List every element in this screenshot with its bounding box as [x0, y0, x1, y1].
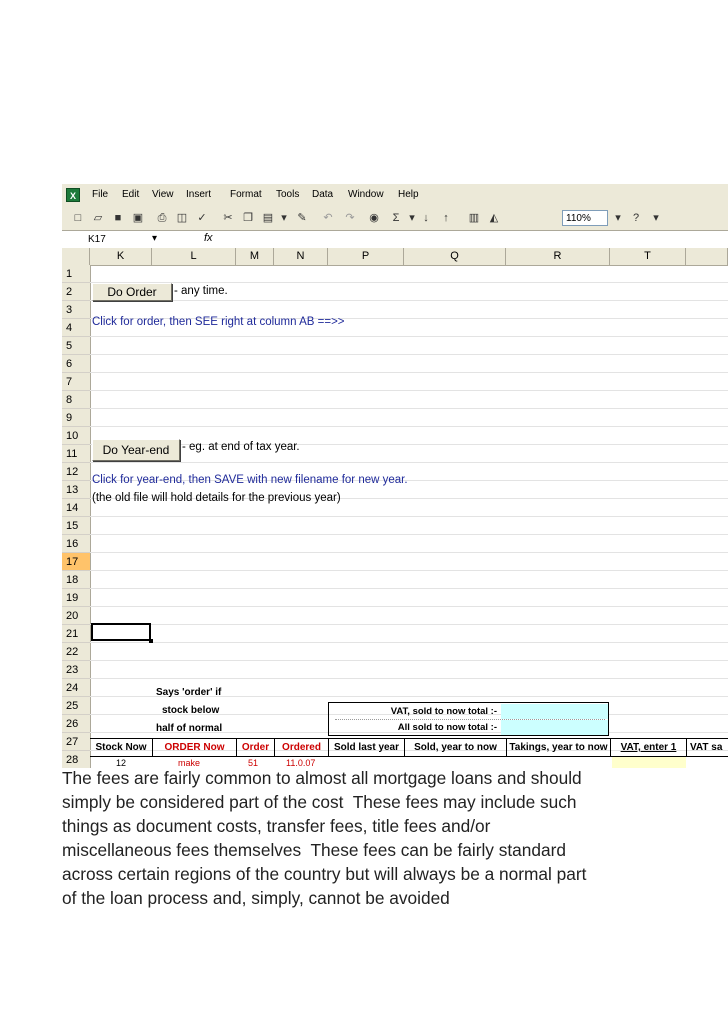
grid-line [90, 516, 728, 517]
menu-insert[interactable]: Insert [186, 189, 212, 200]
undo-icon[interactable]: ↶ [323, 212, 333, 224]
excel-window-screenshot [62, 184, 728, 768]
format-painter-icon[interactable]: ✎ [297, 212, 307, 224]
menu-bar [62, 184, 728, 206]
row-header[interactable]: 6 [62, 355, 90, 373]
row-header[interactable]: 23 [62, 661, 90, 679]
year-end-note2: (the old file will hold details for the previous year) [92, 492, 341, 504]
grid-line [90, 462, 728, 463]
formula-bar [62, 230, 728, 250]
grid-line [90, 408, 728, 409]
paste-icon[interactable]: ▤ [262, 212, 274, 224]
print-preview-icon[interactable]: ◫ [176, 212, 188, 224]
permission-icon[interactable]: ▣ [132, 212, 144, 224]
row-header[interactable]: 21 [62, 625, 90, 643]
all-sold-label: All sold to now total :- [397, 722, 497, 733]
row-header[interactable]: 5 [62, 337, 90, 355]
vat-total-label: VAT, sold to now total :- [390, 706, 497, 717]
order-instruction: Click for order, then SEE right at column AB ==>> [92, 316, 345, 328]
header-stock-now: Stock Now [95, 742, 147, 753]
column-header[interactable]: R [506, 248, 610, 265]
column-header[interactable]: P [328, 248, 404, 265]
grid-line [90, 570, 728, 571]
menu-data[interactable]: Data [312, 189, 334, 200]
grid-line [90, 354, 728, 355]
menu-window[interactable]: Window [348, 189, 384, 200]
excel-app-icon[interactable]: X [66, 188, 80, 202]
row-header[interactable]: 25 [62, 697, 90, 715]
print-icon[interactable]: ⎙ [157, 212, 167, 224]
row-header[interactable]: 16 [62, 535, 90, 553]
header-sold-year-to-now: Sold, year to now [404, 739, 506, 756]
grid-line [90, 336, 728, 337]
header-takings-year-to-now: Takings, year to now [506, 739, 610, 756]
grid-line [90, 300, 728, 301]
row-header[interactable]: 18 [62, 571, 90, 589]
says-order-label-2: stock below [162, 705, 220, 716]
column-header[interactable]: Q [404, 248, 506, 265]
year-end-note: - eg. at end of tax year. [182, 441, 300, 453]
zoom-select[interactable]: 110% [562, 210, 608, 226]
column-header[interactable]: M [236, 248, 274, 265]
says-order-label-1: Says 'order' if [156, 687, 222, 698]
menu-help[interactable]: Help [398, 189, 419, 200]
header-vat-enter-1: VAT, enter 1 [610, 739, 686, 756]
help-icon[interactable]: ? [632, 212, 640, 224]
menu-tools[interactable]: Tools [276, 189, 300, 200]
paste-dropdown-icon[interactable]: ▾ [281, 212, 287, 224]
vat-summary-box [328, 702, 609, 736]
selected-cell-k17[interactable] [91, 623, 151, 641]
zoom-dropdown-icon[interactable]: ▾ [615, 212, 621, 224]
grid-line [90, 642, 728, 643]
row-header[interactable]: 17 [62, 553, 90, 571]
grid-line [90, 588, 728, 589]
name-box-dropdown-icon[interactable]: ▾ [152, 233, 158, 244]
grid-line [90, 390, 728, 391]
grid-line [90, 534, 728, 535]
menu-format[interactable]: Format [230, 189, 262, 200]
select-all-corner[interactable] [62, 248, 90, 265]
row-header[interactable]: 3 [62, 301, 90, 319]
header-sold-last-year: Sold last year [328, 739, 404, 756]
column-headers [62, 248, 728, 266]
row-header[interactable]: 7 [62, 373, 90, 391]
redo-icon[interactable]: ↷ [345, 212, 355, 224]
row-header[interactable]: 1 [62, 265, 90, 283]
new-icon[interactable]: □ [74, 212, 82, 224]
body-paragraph: The fees are fairly common to almost all mortgage loans and should simply be considered part of the cost These fees may include such things as document costs, transfer fees, title fees and/or miscellaneous fees themselves These fees can be fairly standard across certain regions of the country but will always be a normal part of the loan process and, simply, cannot be avoided [62, 768, 587, 908]
menu-file[interactable]: File [92, 189, 109, 200]
do-year-end-button[interactable]: Do Year-end [92, 439, 180, 461]
grid-line [90, 624, 728, 625]
save-icon[interactable]: ■ [114, 212, 122, 224]
grid-line [90, 678, 728, 679]
header-order: Order [236, 739, 274, 756]
column-header[interactable]: K [90, 248, 152, 265]
says-order-label-3: half of normal [156, 723, 223, 734]
row29-order: 51 [248, 758, 259, 768]
row-header[interactable]: 27 [62, 733, 90, 751]
row-header[interactable]: 22 [62, 643, 90, 661]
grid-line [90, 552, 728, 553]
row-header[interactable]: 19 [62, 589, 90, 607]
row-header[interactable]: 26 [62, 715, 90, 733]
header-order-now: ORDER Now [152, 739, 236, 756]
row-header[interactable]: 4 [62, 319, 90, 337]
row-header[interactable]: 15 [62, 517, 90, 535]
spelling-icon[interactable]: ✓ [197, 212, 207, 224]
row-header[interactable]: 9 [62, 409, 90, 427]
grid-line [90, 426, 728, 427]
row-header[interactable]: 14 [62, 499, 90, 517]
column-header-partial[interactable] [686, 248, 728, 265]
sort-ascending-icon[interactable]: ↓ [423, 212, 429, 224]
standard-toolbar [62, 206, 728, 230]
row-header[interactable]: 12 [62, 463, 90, 481]
column-header[interactable]: T [610, 248, 686, 265]
header-ordered: Ordered [274, 739, 328, 756]
sort-descending-icon[interactable]: ↑ [443, 212, 449, 224]
sheet-grid [90, 265, 728, 768]
grid-line [90, 372, 728, 373]
function-icon[interactable]: fx [204, 232, 213, 244]
do-order-button[interactable]: Do Order [92, 283, 172, 301]
grid-line [90, 282, 728, 283]
row-header[interactable]: 10 [62, 427, 90, 445]
toolbar-options-icon[interactable]: ▾ [653, 212, 659, 224]
cut-icon[interactable]: ✂ [223, 212, 233, 224]
row-header[interactable]: 8 [62, 391, 90, 409]
row-header[interactable]: 13 [62, 481, 90, 499]
row-header[interactable]: 11 [62, 445, 90, 463]
row-header[interactable]: 28 [62, 751, 90, 768]
open-icon[interactable]: ▱ [93, 212, 103, 224]
all-sold-value[interactable] [501, 720, 608, 735]
row29-stock: 12 [116, 758, 127, 768]
column-header[interactable]: N [274, 248, 328, 265]
do-order-note: - any time. [174, 285, 228, 297]
name-box[interactable]: K17 [88, 234, 106, 245]
menu-view[interactable]: View [152, 189, 174, 200]
row-header[interactable]: 2 [62, 283, 90, 301]
row-headers [62, 265, 91, 768]
drawing-icon[interactable]: ◭ [489, 212, 499, 224]
autosum-dropdown-icon[interactable]: ▾ [409, 212, 415, 224]
grid-line [90, 606, 728, 607]
autosum-icon[interactable]: Σ [392, 212, 400, 224]
row-header[interactable]: 24 [62, 679, 90, 697]
column-header[interactable]: L [152, 248, 236, 265]
row29-order-now: make [178, 758, 201, 768]
vat-total-value[interactable] [501, 704, 608, 719]
grid-line [90, 660, 728, 661]
hyperlink-icon[interactable]: ◉ [369, 212, 379, 224]
year-end-instruction: Click for year-end, then SAVE with new filename for new year. [92, 474, 408, 486]
header-vat-sa: VAT sa [686, 739, 728, 756]
menu-edit[interactable]: Edit [122, 189, 140, 200]
row-header[interactable]: 20 [62, 607, 90, 625]
row29-ordered: 11.0.07 [286, 758, 316, 768]
copy-icon[interactable]: ❐ [243, 212, 253, 224]
chart-wizard-icon[interactable]: ▥ [468, 212, 480, 224]
